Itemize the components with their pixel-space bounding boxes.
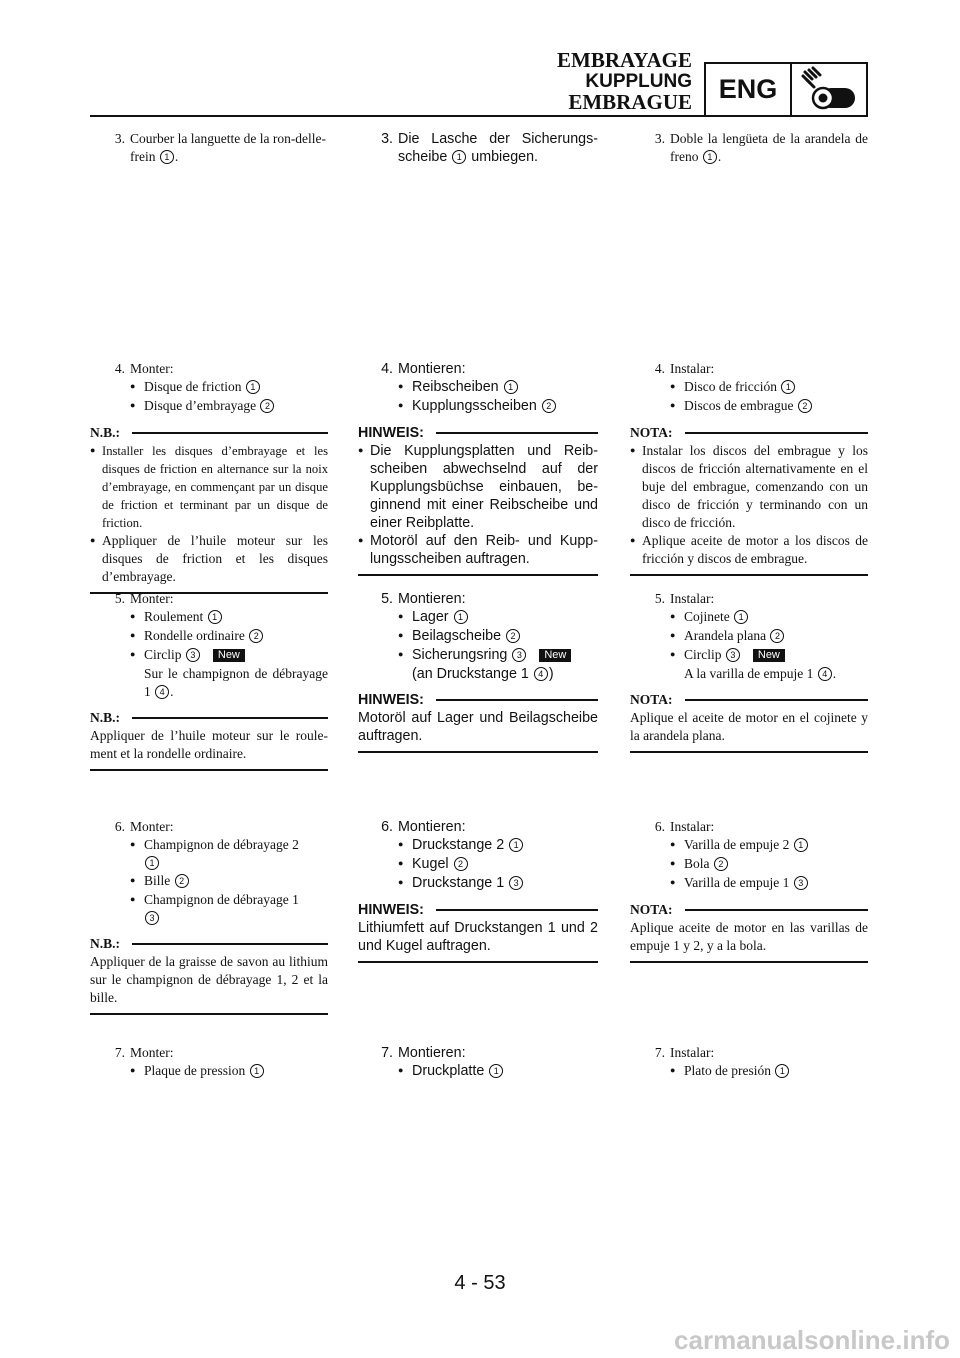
list-item: ● Arandela plana 2 — [630, 627, 868, 646]
list-item: ● Druckplatte 1 — [358, 1062, 598, 1081]
list-item: ● Druckstange 1 3 — [358, 874, 598, 893]
note-text: Lithiumfett auf Druckstangen 1 und 2 und Kugel auftragen. — [358, 920, 598, 954]
note-rule — [90, 1013, 328, 1015]
es-step-5: 5. Instalar: ● Cojinete 1 ● Arandela plana 2 ● Circlip 3 New A la varilla de empuje 1 4 . NOTA: Aplique el aceite de motor en el cojinete y la arandela plana. — [630, 590, 868, 753]
list-item: ● Circlip 3 New — [630, 646, 868, 665]
es-step-4: 4. Instalar: ● Disco de fricción 1 ● Discos de embrague 2 NOTA: ● Instalar los discos del embrague y los discos de fricción alternativamente en el buje del embrague, comenzando con un disco de fricción y terminando con un disco de fricción. ● Aplique aceite de motor a los discos de fricción y discos de embrague. — [630, 360, 868, 576]
step-label: Monter: — [130, 361, 174, 376]
list-item: ● Champignon de débrayage 1 3 — [90, 891, 328, 927]
note-header: NOTA: — [630, 424, 868, 442]
note-text: Aplique el aceite de motor en el cojinete y la arandela plana. — [630, 710, 868, 743]
step-number: 3. — [114, 131, 125, 146]
note-header: HINWEIS: — [358, 424, 598, 442]
note-item: ● Motoröl auf den Reib- und Kupp-lungsscheiben auftragen. — [358, 532, 598, 568]
de-step-5: 5. Montieren: ● Lager 1 ● Beilagscheibe 2 ● Sicherungsring 3 New (an Druckstange 1 4 ) HINWEIS: Motoröl auf Lager und Beilagscheibe auftragen. — [358, 590, 598, 753]
note-text: Appliquer de l’huile moteur sur le roule-ment et la rondelle ordinaire. — [90, 728, 328, 761]
note-header: N.B.: — [90, 935, 328, 953]
list-item: ● Cojinete 1 — [630, 608, 868, 627]
title-de: KUPPLUNG — [585, 71, 692, 92]
note-rule — [630, 961, 868, 963]
list-item: ● Reibscheiben 1 — [358, 378, 598, 397]
fr-step-4 — [90, 360, 328, 594]
list-item: ● Bille 2 — [90, 872, 328, 891]
list-item: ● Plato de presión 1 — [630, 1062, 868, 1081]
list-item: ● Kugel 2 — [358, 855, 598, 874]
de-step-6: 6. Montieren: ● Druckstange 2 1 ● Kugel 2 ● Druckstange 1 3 HINWEIS: Lithiumfett auf Druckstangen 1 und 2 und Kugel auftragen. — [358, 818, 598, 963]
list-item: ● Discos de embrague 2 — [630, 397, 868, 416]
step-extra: A la varilla de empuje 1 4 . — [684, 666, 837, 681]
note-rule — [358, 751, 598, 753]
note-header: N.B.: — [90, 424, 328, 442]
section-titles — [557, 50, 692, 113]
list-item: ● Lager 1 — [358, 608, 598, 627]
note-item: ● Installer les disques d’embrayage et les disques de friction en alternance sur la noix d’embrayage, en commençant par un disque de friction et terminant par un disque de friction. — [90, 442, 328, 532]
es-step-3: 3. Doble la lengüeta de la arandela de freno 1 . — [654, 131, 868, 164]
new-badge: New — [539, 649, 571, 662]
list-item: ● Plaque de pression 1 — [90, 1062, 328, 1081]
fr-step-3: 3. Courber la languette de la ron-delle-frein 1 . — [90, 130, 328, 166]
es-step-6: 6. Instalar: ● Varilla de empuje 2 1 ● Bola 2 ● Varilla de empuje 1 3 NOTA: Aplique aceite de motor en las varillas de empuje 1 y 2, y a la bola. — [630, 818, 868, 963]
note-rule — [630, 751, 868, 753]
note-item: ● Instalar los discos del embrague y los discos de fricción alternativamente en el buje del embrague, comenzando con un disco de fricción y terminando con un disco de fricción. — [630, 442, 868, 532]
note-item: ● Die Kupplungsplatten und Reib-scheiben abwechselnd auf der Kupplungsbüchse einbauen, be-ginnend mit einer Reibscheibe und einer Reibplatte. — [358, 442, 598, 532]
note-rule — [358, 574, 598, 576]
list-item: ● Kupplungsscheiben 2 — [358, 397, 598, 416]
list-item: ● Disque d’embrayage 2 — [90, 397, 328, 416]
step-extra: (an Druckstange 1 4 ) — [412, 666, 554, 682]
note-text: Motoröl auf Lager und Beilagscheibe auftragen. — [358, 710, 598, 744]
note-rule — [358, 961, 598, 963]
new-badge: New — [753, 649, 785, 662]
list-item: ● Sicherungsring 3 New — [358, 646, 598, 665]
watermark: carmanualsonline.info — [674, 1325, 950, 1355]
step-extra: Sur le champignon de débrayage 1 4 . — [144, 666, 328, 699]
list-item: ● Beilagscheibe 2 — [358, 627, 598, 646]
note-rule — [90, 769, 328, 771]
eng-badge — [704, 62, 868, 117]
header-rule — [90, 115, 868, 117]
step-number: 4. — [114, 361, 125, 376]
list-item: ● Varilla de empuje 1 3 — [630, 874, 868, 893]
title-fr: EMBRAYAGE — [557, 48, 692, 72]
note-text: Appliquer de la graisse de savon au lithium sur le champignon de débrayage 1, 2 et la bille. — [90, 954, 328, 1005]
step-text: Courber la languette de la ron-delle-frein — [130, 131, 327, 164]
fr-step-6: 6. Monter: ● Champignon de débrayage 2 1 ● Bille 2 ● Champignon de débrayage 1 3 N.B.: Appliquer de la graisse de savon au lithium sur le champignon de débrayage 1, 2 et la bille. — [90, 818, 328, 1015]
ref-marker: 1 — [160, 150, 174, 164]
note-header: HINWEIS: — [358, 901, 598, 919]
new-badge: New — [213, 649, 245, 662]
note-item: ● Aplique aceite de motor a los discos de fricción y discos de embrague. — [630, 532, 868, 568]
note-header: HINWEIS: — [358, 691, 598, 709]
list-item: ● Circlip 3 New — [90, 646, 328, 665]
note-item: ● Appliquer de l’huile moteur sur les disques de friction et les disques d’embrayage. — [90, 532, 328, 586]
note-header: NOTA: — [630, 901, 868, 919]
de-step-4: 4. Montieren: ● Reibscheiben 1 ● Kupplungsscheiben 2 HINWEIS: ● Die Kupplungsplatten und Reib-scheiben abwechselnd auf der Kupplungsbüchse einbauen, be-ginnend mit einer Reibscheibe und einer Reibplatte. ● Motoröl auf den Reib- und Kupp-lungsscheiben auftragen. — [358, 360, 598, 576]
badge-label: ENG — [706, 64, 792, 115]
fr-step-5: 5. Monter: ● Roulement 1 ● Rondelle ordinaire 2 ● Circlip 3 New Sur le champignon de débrayage 1 4 . N.B.: Appliquer de l’huile moteur sur le roule-ment et la rondelle ordinaire. — [90, 590, 328, 771]
note-rule — [630, 574, 868, 576]
title-es: EMBRAGUE — [568, 90, 692, 114]
fr-step-7: 7. Monter: ● Plaque de pression 1 — [90, 1044, 328, 1081]
list-item: ● Disco de fricción 1 — [630, 378, 868, 397]
list-item: ● Roulement 1 — [90, 608, 328, 627]
page-number: 4 - 53 — [454, 1272, 506, 1294]
list-item: ● Varilla de empuje 2 1 — [630, 836, 868, 855]
note-header: N.B.: — [90, 709, 328, 727]
de-step-7: 7. Montieren: ● Druckplatte 1 — [358, 1044, 598, 1081]
list-item: ● Bola 2 — [630, 855, 868, 874]
list-item: ● Druckstange 2 1 — [358, 836, 598, 855]
list-item: ● Champignon de débrayage 2 1 — [90, 836, 328, 872]
list-item: ● Disque de friction 1 — [90, 378, 328, 397]
note-header: NOTA: — [630, 691, 868, 709]
engine-icon — [792, 64, 866, 115]
note-text: Aplique aceite de motor en las varillas de empuje 1 y 2, y a la bola. — [630, 920, 868, 953]
de-step-3: 3. Die Lasche der Sicherungs-scheibe 1 umbiegen. — [381, 131, 598, 165]
es-step-7: 7. Instalar: ● Plato de presión 1 — [630, 1044, 868, 1081]
list-item: ● Rondelle ordinaire 2 — [90, 627, 328, 646]
